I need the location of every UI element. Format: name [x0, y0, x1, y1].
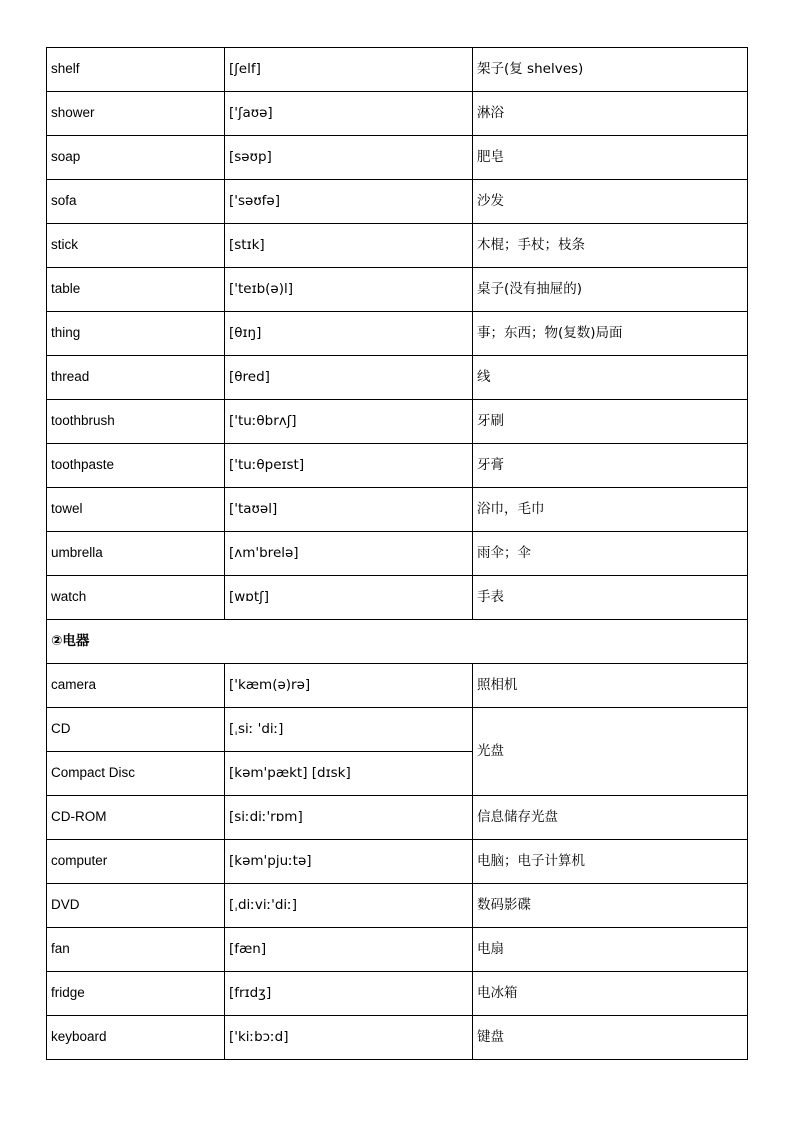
word-cell: fridge [47, 972, 225, 1016]
word-cell: camera [47, 664, 225, 708]
table-row [47, 400, 748, 444]
meaning-cell: 电扇 [473, 928, 748, 972]
word-cell: table [47, 268, 225, 312]
word-cell: sofa [47, 180, 225, 224]
phonetic-cell: [θɪŋ] [225, 312, 473, 356]
meaning-cell: 沙发 [473, 180, 748, 224]
phonetic-cell: [fæn] [225, 928, 473, 972]
word-cell: DVD [47, 884, 225, 928]
word-cell: soap [47, 136, 225, 180]
table-row [47, 444, 748, 488]
meaning-cell: 电脑；电子计算机 [473, 840, 748, 884]
word-cell: thing [47, 312, 225, 356]
vocabulary-table-body [47, 48, 748, 1060]
vocabulary-table [46, 47, 748, 1060]
phonetic-cell: [ˌdiːviː'diː] [225, 884, 473, 928]
table-row [47, 884, 748, 928]
table-row [47, 1016, 748, 1060]
phonetic-cell: [səʊp] [225, 136, 473, 180]
phonetic-cell: [stɪk] [225, 224, 473, 268]
table-row [47, 312, 748, 356]
word-cell: toothpaste [47, 444, 225, 488]
meaning-cell: 事；东西；物(复数)局面 [473, 312, 748, 356]
word-cell: shower [47, 92, 225, 136]
meaning-cell: 电冰箱 [473, 972, 748, 1016]
table-row [47, 928, 748, 972]
phonetic-cell: [ʃelf] [225, 48, 473, 92]
phonetic-cell: ['ʃaʊə] [225, 92, 473, 136]
meaning-cell: 架子(复 shelves) [473, 48, 748, 92]
table-row [47, 840, 748, 884]
word-cell: shelf [47, 48, 225, 92]
table-row [47, 972, 748, 1016]
table-row [47, 576, 748, 620]
word-cell: umbrella [47, 532, 225, 576]
table-row [47, 180, 748, 224]
phonetic-cell: [wɒtʃ] [225, 576, 473, 620]
meaning-cell: 键盘 [473, 1016, 748, 1060]
word-cell: watch [47, 576, 225, 620]
phonetic-cell: ['səʊfə] [225, 180, 473, 224]
meaning-cell: 线 [473, 356, 748, 400]
meaning-cell: 牙刷 [473, 400, 748, 444]
word-cell: towel [47, 488, 225, 532]
phonetic-cell: ['taʊəl] [225, 488, 473, 532]
meaning-cell: 肥皂 [473, 136, 748, 180]
phonetic-cell: [ˌsiː 'diː] [225, 708, 473, 752]
table-row [47, 488, 748, 532]
table-row [47, 268, 748, 312]
phonetic-cell: ['tuːθbrʌʃ] [225, 400, 473, 444]
table-row [47, 224, 748, 268]
table-row [47, 48, 748, 92]
word-cell: toothbrush [47, 400, 225, 444]
section-heading: ②电器 [47, 620, 748, 664]
meaning-cell: 信息储存光盘 [473, 796, 748, 840]
phonetic-cell: ['kæm(ə)rə] [225, 664, 473, 708]
table-row [47, 92, 748, 136]
table-row [47, 708, 748, 752]
word-cell: CD-ROM [47, 796, 225, 840]
meaning-cell: 浴巾，毛巾 [473, 488, 748, 532]
table-row [47, 532, 748, 576]
meaning-cell: 雨伞；伞 [473, 532, 748, 576]
phonetic-cell: ['teɪb(ə)l] [225, 268, 473, 312]
section-row [47, 620, 748, 664]
phonetic-cell: ['tuːθpeɪst] [225, 444, 473, 488]
word-cell: keyboard [47, 1016, 225, 1060]
meaning-cell-merged: 光盘 [473, 708, 748, 796]
phonetic-cell: [siːdiː'rɒm] [225, 796, 473, 840]
word-cell: stick [47, 224, 225, 268]
phonetic-cell: [kəm'pækt] [dɪsk] [225, 752, 473, 796]
phonetic-cell: [ʌm'brelə] [225, 532, 473, 576]
phonetic-cell: [frɪdʒ] [225, 972, 473, 1016]
phonetic-cell: [kəm'pjuːtə] [225, 840, 473, 884]
meaning-cell: 桌子(没有抽屉的) [473, 268, 748, 312]
phonetic-cell: [θred] [225, 356, 473, 400]
meaning-cell: 数码影碟 [473, 884, 748, 928]
table-row [47, 796, 748, 840]
phonetic-cell: ['kiːbɔːd] [225, 1016, 473, 1060]
word-cell: Compact Disc [47, 752, 225, 796]
meaning-cell: 木棍；手杖；枝条 [473, 224, 748, 268]
meaning-cell: 淋浴 [473, 92, 748, 136]
meaning-cell: 照相机 [473, 664, 748, 708]
word-cell: thread [47, 356, 225, 400]
word-cell: computer [47, 840, 225, 884]
word-cell: CD [47, 708, 225, 752]
table-row [47, 136, 748, 180]
meaning-cell: 手表 [473, 576, 748, 620]
table-row [47, 664, 748, 708]
word-cell: fan [47, 928, 225, 972]
meaning-cell: 牙膏 [473, 444, 748, 488]
table-row [47, 356, 748, 400]
